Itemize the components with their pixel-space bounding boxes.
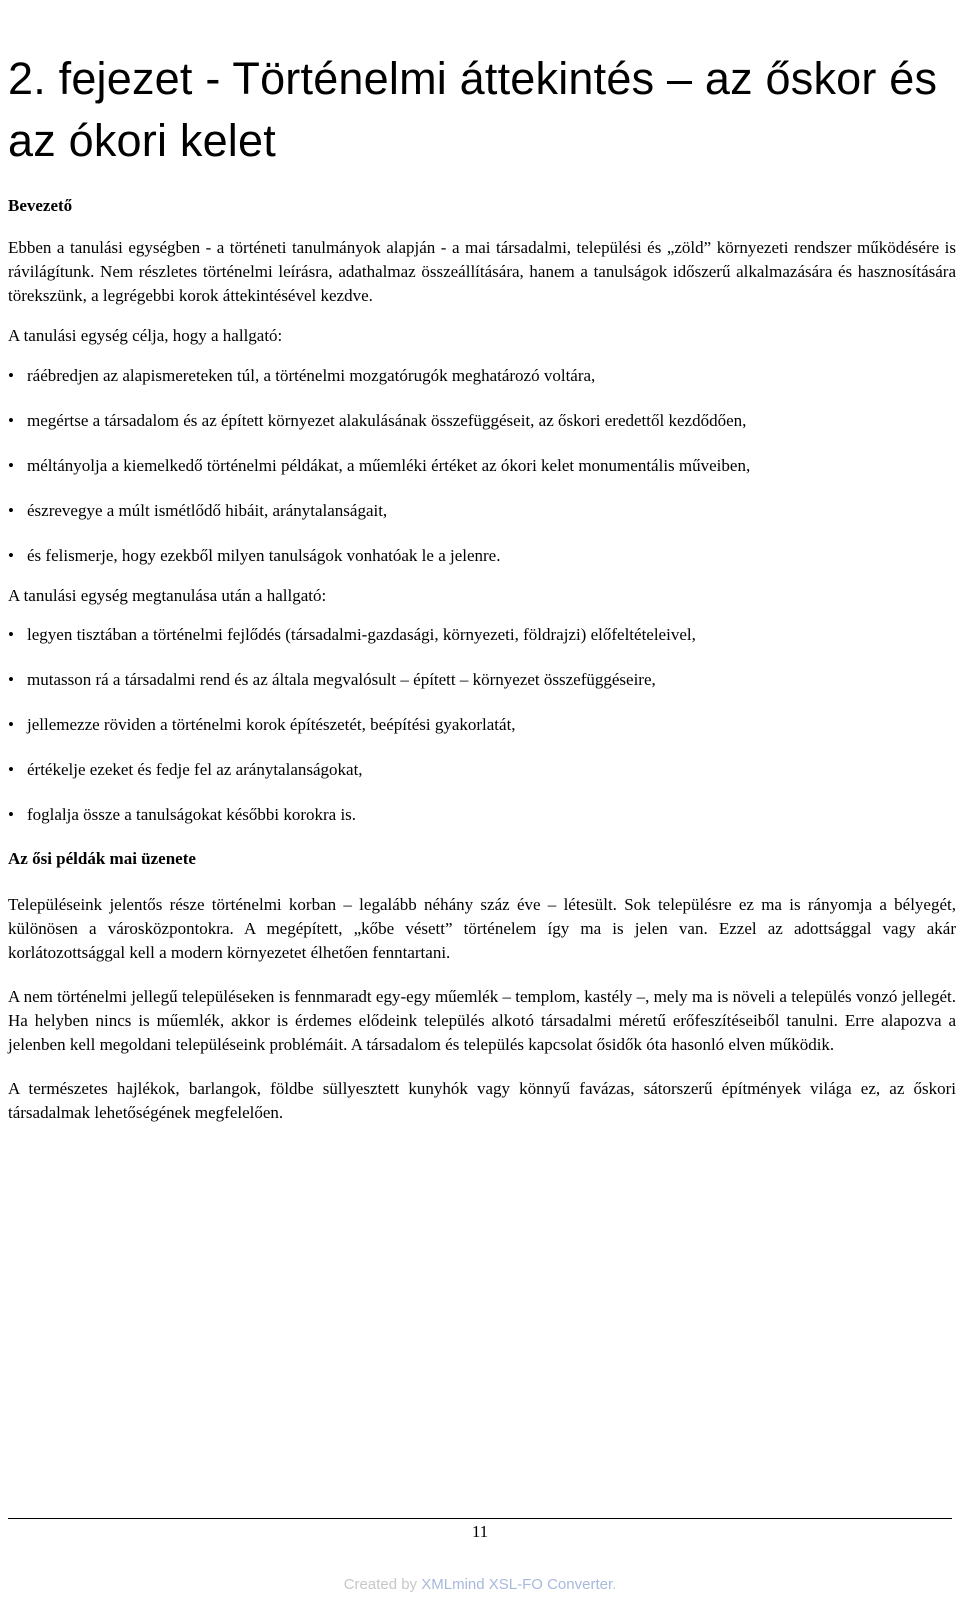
bullet-icon: • [8,546,14,565]
goals-list [8,364,956,568]
list-item-text: és felismerje, hogy ezekből milyen tanulságok vonhatóak le a jelenre. [27,546,501,565]
list-item-text: észrevegye a múlt ismétlődő hibáit, aránytalanságait, [27,501,388,520]
list-item [8,713,956,737]
list-item-text: legyen tisztában a történelmi fejlődés (társadalmi-gazdasági, környezeti, földrajzi) előfeltételeivel, [27,625,696,644]
watermark-suffix: . [612,1576,617,1593]
ancient-paragraph-3: A természetes hajlékok, barlangok, földbe süllyesztett kunyhók vagy könnyű favázas, sátorszerű építmények világa ez, az őskori társadalmak lehetőségének megfelelően. [8,1079,956,1122]
bullet-icon: • [8,625,14,644]
section-heading-intro: Bevezető [8,196,73,215]
list-item [8,623,956,647]
list-item [8,668,956,692]
list-item [8,544,956,568]
list-item [8,454,956,478]
bullet-icon: • [8,670,14,689]
list-item-text: értékelje ezeket és fedje fel az aránytalanságokat, [27,760,363,779]
list-item [8,499,956,523]
bullet-icon: • [8,760,14,779]
list-item-text: mutasson rá a társadalmi rend és az általa megvalósult – épített – környezet összefüggéseire, [27,670,656,689]
page-number: 11 [471,1522,489,1541]
section-heading-ancient: Az ősi példák mai üzenete [8,849,196,868]
outcomes-intro: A tanulási egység megtanulása után a hallgató: [8,586,327,605]
chapter-title: 2. fejezet - Történelmi áttekintés – az őskor és az ókori kelet [8,53,938,166]
ancient-paragraph-2: A nem történelmi jellegű településeken is fennmaradt egy-egy műemlék – templom, kastély –, mely ma is növeli a település vonzó jellegét. Ha helyben nincs is műemlék, akkor is érdemes elődeink település alkotó társadalmi méretű erőfeszítéseiből tanulni. Erre alapozva a jelenben kell megoldani településeink problémáit. A társadalom és település kapcsolat ősidők óta hasonló elven működik. [8,987,956,1054]
footer-divider [8,1518,952,1519]
list-item-text: megértse a társadalom és az épített környezet alakulásának összefüggéseit, az őskori eredettől kezdődően, [27,411,747,430]
bullet-icon: • [8,715,14,734]
outcomes-list [8,623,956,827]
converter-watermark [0,1575,960,1595]
document-page [8,0,956,1125]
watermark-brand: XMLmind XSL-FO Converter [421,1576,613,1593]
list-item-text: méltányolja a kiemelkedő történelmi példákat, a műemléki értéket az ókori kelet monumentális műveiben, [27,456,751,475]
list-item-text: ráébredjen az alapismereteken túl, a történelmi mozgatórugók meghatározó voltára, [27,366,596,385]
ancient-paragraph-1: Településeink jelentős része történelmi korban – legalább néhány száz éve – létesült. Sok településre ez ma is rányomja a bélyegét, különösen a városközpontokra. A megépített, „kőbe vésett” történelem így ma is jelen van. Ezzel az adottsággal vagy akár korlátozottsággal kell a modern környezetet élhetően fenntartani. [8,895,956,962]
bullet-icon: • [8,456,14,475]
list-item-text: jellemezze röviden a történelmi korok építészetét, beépítési gyakorlatát, [27,715,516,734]
intro-paragraph: Ebben a tanulási egységben - a történeti tanulmányok alapján - a mai társadalmi, települési és „zöld” környezeti rendszer működésére is rávilágítunk. Nem részletes történelmi leírásra, adathalmaz összeállítására, hanem a tanulságok időszerű alkalmazására és hasznosítására törekszünk, a legrégebbi korok áttekintésével kezdve. [8,238,956,305]
list-item [8,364,956,388]
watermark-prefix: Created by [343,1576,422,1593]
list-item [8,758,956,782]
goals-intro: A tanulási egység célja, hogy a hallgató: [8,326,283,345]
bullet-icon: • [8,411,14,430]
bullet-icon: • [8,366,14,385]
list-item [8,803,956,827]
list-item-text: foglalja össze a tanulságokat későbbi korokra is. [27,805,357,824]
bullet-icon: • [8,805,14,824]
list-item [8,409,956,433]
bullet-icon: • [8,501,14,520]
